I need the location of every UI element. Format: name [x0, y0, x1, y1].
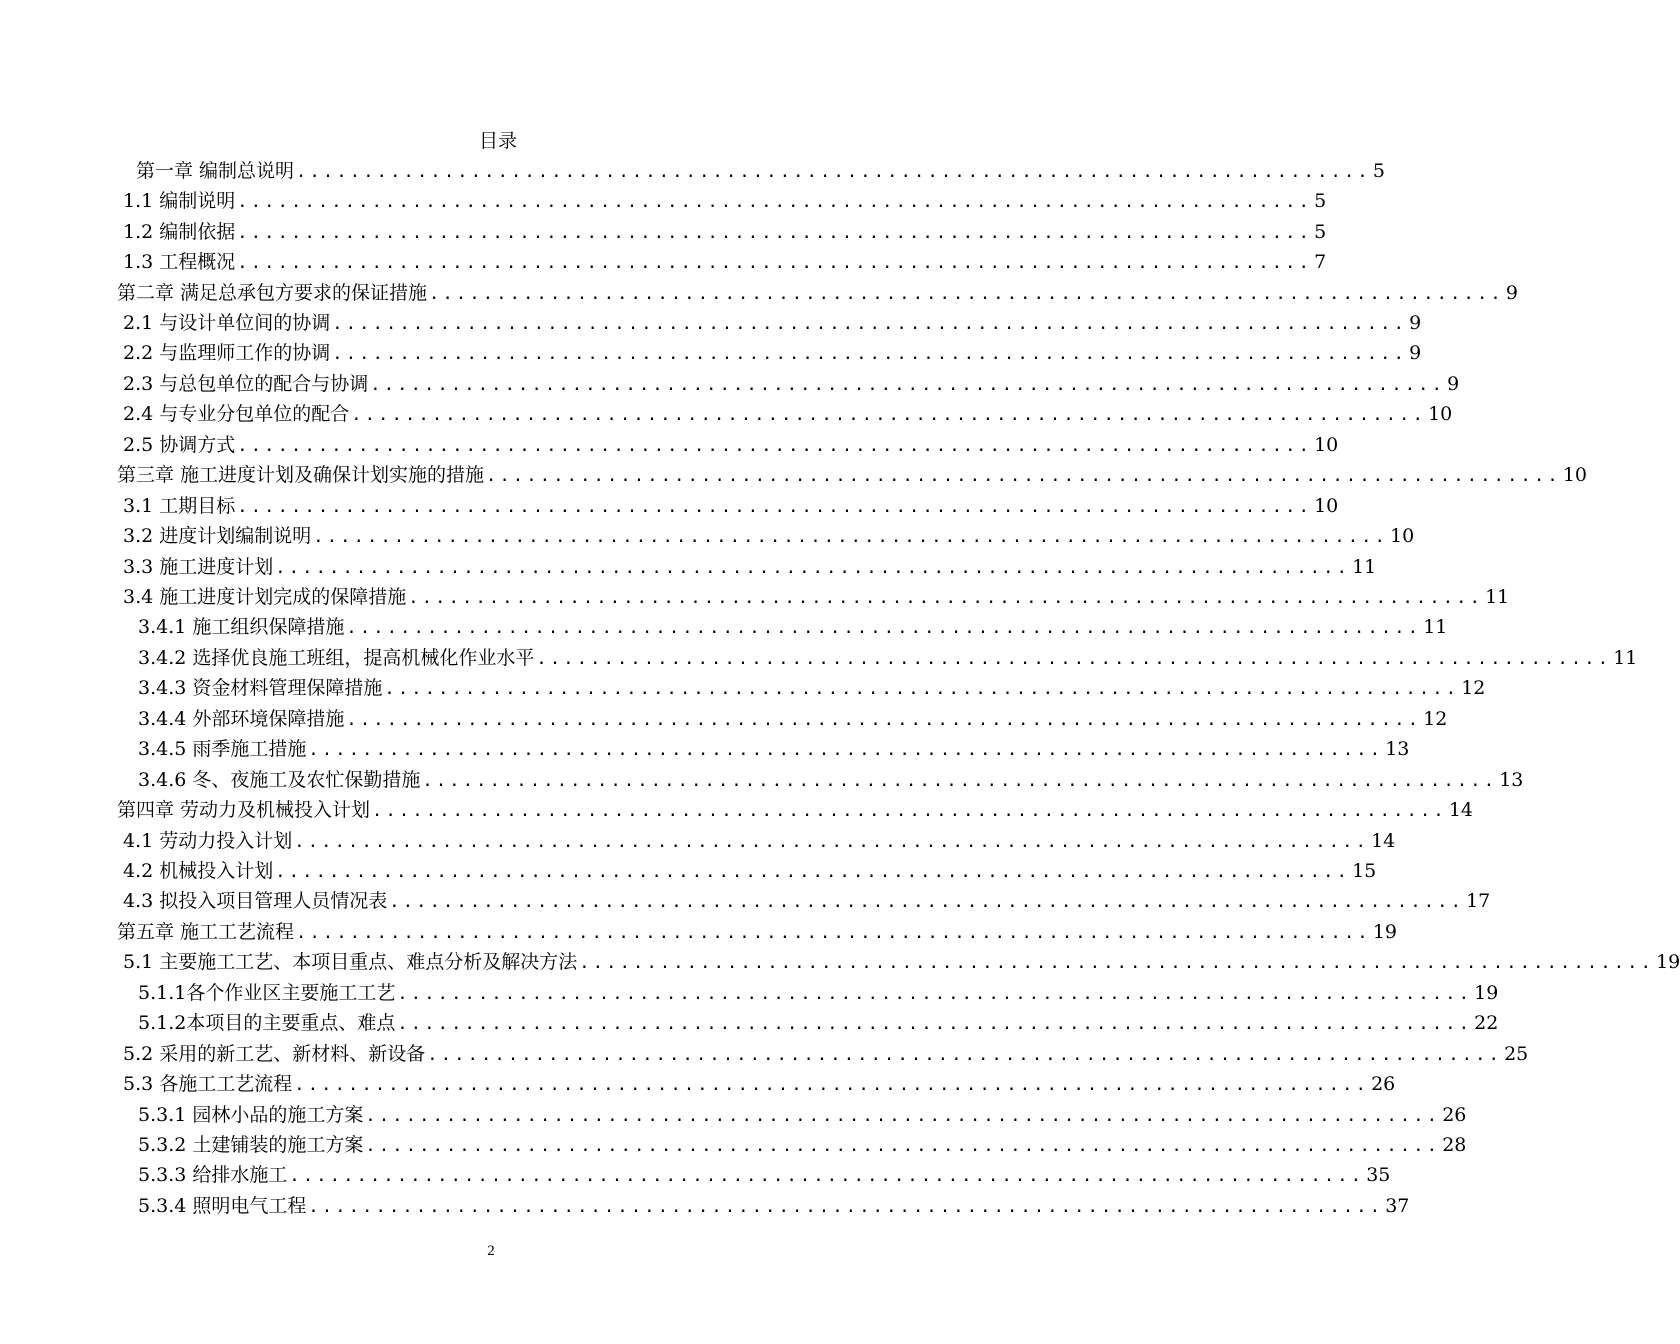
- dot-leader: ................................................................................: [289, 1166, 1365, 1186]
- toc-entry-label: 5.3 各施工工艺流程: [123, 1073, 293, 1095]
- toc-entry-label: 1.3 工程概况: [123, 251, 236, 273]
- toc-entry-page: 9: [1409, 312, 1422, 334]
- dot-leader: ................................................................................: [486, 466, 1561, 486]
- toc-entry-label: 1.2 编制依据: [123, 221, 236, 243]
- toc-entry-label: 2.3 与总包单位的配合与协调: [123, 373, 369, 395]
- toc-entry-page: 11: [1613, 647, 1638, 669]
- dot-leader: ................................................................................: [237, 436, 1313, 456]
- toc-entry[interactable]: [138, 1160, 1391, 1190]
- toc-entry[interactable]: [117, 795, 1474, 825]
- toc-entry[interactable]: [123, 1039, 1529, 1069]
- toc-entry-page: 13: [1385, 738, 1410, 760]
- toc-entry-page: 14: [1371, 830, 1396, 852]
- dot-leader: ................................................................................: [579, 953, 1655, 973]
- toc-entry-page: 37: [1385, 1195, 1410, 1217]
- toc-entry-page: 9: [1409, 342, 1422, 364]
- toc-entry-page: 7: [1314, 251, 1327, 273]
- dot-leader: ................................................................................: [332, 344, 1408, 364]
- toc-entry-label: 2.5 协调方式: [123, 434, 236, 456]
- toc-title: 目录: [478, 130, 517, 152]
- toc-entry-label: 3.4.4 外部环境保障措施: [138, 708, 345, 730]
- toc-entry-page: 13: [1499, 769, 1524, 791]
- dot-leader: ................................................................................: [237, 253, 1313, 273]
- toc-entry-label: 4.2 机械投入计划: [123, 860, 274, 882]
- toc-entry-page: 12: [1423, 708, 1448, 730]
- dot-leader: ................................................................................: [308, 740, 1384, 760]
- dot-leader: ................................................................................: [296, 923, 1371, 943]
- toc-entry-label: 3.4.3 资金材料管理保障措施: [138, 677, 383, 699]
- dot-leader: ................................................................................: [275, 862, 1351, 882]
- dot-leader: ................................................................................: [296, 162, 1371, 182]
- toc-entry[interactable]: [138, 765, 1524, 795]
- toc-entry-label: 4.1 劳动力投入计划: [123, 830, 293, 852]
- toc-entry-label: 第三章 施工进度计划及确保计划实施的措施: [117, 464, 485, 486]
- toc-entry[interactable]: [123, 947, 1680, 977]
- dot-leader: ................................................................................: [275, 558, 1351, 578]
- toc-entry-page: 5: [1314, 190, 1327, 212]
- toc-entry-label: 1.1 编制说明: [123, 190, 236, 212]
- toc-entry-page: 10: [1314, 495, 1339, 517]
- toc-entry-page: 28: [1442, 1134, 1467, 1156]
- toc-entry[interactable]: [123, 338, 1422, 368]
- toc-entry-label: 第二章 满足总承包方要求的保证措施: [117, 282, 428, 304]
- dot-leader: ................................................................................: [294, 832, 1370, 852]
- toc-entry-label: 3.2 进度计划编制说明: [123, 525, 312, 547]
- dot-leader: ................................................................................: [429, 284, 1504, 304]
- toc-entry[interactable]: [138, 673, 1486, 703]
- toc-entry[interactable]: [123, 886, 1491, 916]
- toc-entry-page: 19: [1656, 951, 1680, 973]
- toc-entry-page: 19: [1474, 982, 1499, 1004]
- toc-entry[interactable]: [138, 1191, 1410, 1221]
- toc-entry[interactable]: [138, 1008, 1499, 1038]
- toc-entry[interactable]: [117, 278, 1518, 308]
- toc-entry[interactable]: [123, 856, 1377, 886]
- dot-leader: ................................................................................: [389, 892, 1465, 912]
- toc-entry-page: 10: [1314, 434, 1339, 456]
- toc-entry[interactable]: [138, 734, 1410, 764]
- toc-entry[interactable]: [138, 612, 1448, 642]
- toc-entry-page: 17: [1466, 890, 1491, 912]
- toc-entry-page: 35: [1366, 1164, 1391, 1186]
- dot-leader: ................................................................................: [294, 1075, 1370, 1095]
- toc-entry[interactable]: [123, 369, 1460, 399]
- dot-leader: ................................................................................: [427, 1045, 1503, 1065]
- dot-leader: ................................................................................: [365, 1136, 1441, 1156]
- toc-entry-label: 第五章 施工工艺流程: [117, 921, 295, 943]
- toc-entry[interactable]: [123, 399, 1453, 429]
- toc-entry-label: 2.1 与设计单位间的协调: [123, 312, 331, 334]
- toc-entry[interactable]: [123, 430, 1339, 460]
- toc-entry[interactable]: [138, 704, 1448, 734]
- toc-entry-label: 2.4 与专业分包单位的配合: [123, 403, 350, 425]
- toc-entry-page: 9: [1505, 282, 1518, 304]
- dot-leader: ................................................................................: [422, 771, 1498, 791]
- dot-leader: ................................................................................: [397, 1014, 1473, 1034]
- dot-leader: ................................................................................: [536, 649, 1612, 669]
- toc-entry-page: 12: [1461, 677, 1486, 699]
- toc-entry-label: 3.4.5 雨季施工措施: [138, 738, 307, 760]
- toc-entry[interactable]: [136, 156, 1385, 186]
- toc-entry-page: 26: [1371, 1073, 1396, 1095]
- toc-entry-page: 19: [1372, 921, 1398, 943]
- toc-entry-page: 10: [1428, 403, 1453, 425]
- toc-entry[interactable]: [123, 552, 1377, 582]
- toc-entry-label: 5.2 采用的新工艺、新材料、新设备: [123, 1043, 426, 1065]
- toc-entry-label: 5.1 主要施工工艺、本项目重点、难点分析及解决方法: [123, 951, 578, 973]
- page-number: 2: [487, 1243, 495, 1259]
- toc-entry-page: 11: [1352, 556, 1377, 578]
- dot-leader: ................................................................................: [384, 679, 1460, 699]
- toc-entry-label: 5.1.1各个作业区主要施工工艺: [138, 982, 396, 1004]
- toc-entry[interactable]: [138, 978, 1499, 1008]
- toc-entry-page: 11: [1485, 586, 1510, 608]
- toc-entry[interactable]: [117, 917, 1398, 947]
- dot-leader: ................................................................................: [237, 192, 1313, 212]
- toc-entry-page: 9: [1447, 373, 1460, 395]
- dot-leader: ................................................................................: [313, 527, 1389, 547]
- toc-entry-page: 22: [1474, 1012, 1499, 1034]
- dot-leader: ................................................................................: [408, 588, 1484, 608]
- toc-entry-label: 5.3.4 照明电气工程: [138, 1195, 307, 1217]
- dot-leader: ................................................................................: [365, 1106, 1441, 1126]
- toc-entry-label: 5.3.2 土建铺装的施工方案: [138, 1134, 364, 1156]
- dot-leader: ................................................................................: [346, 618, 1422, 638]
- toc-entry-label: 3.1 工期目标: [123, 495, 236, 517]
- toc-entry[interactable]: [123, 491, 1339, 521]
- toc-entry-page: 10: [1390, 525, 1415, 547]
- toc-entry-page: 26: [1442, 1104, 1467, 1126]
- dot-leader: ................................................................................: [308, 1197, 1384, 1217]
- toc-entry[interactable]: [123, 1069, 1396, 1099]
- toc-entry[interactable]: [123, 521, 1415, 551]
- toc-entry[interactable]: [123, 308, 1422, 338]
- toc-entry-page: 5: [1372, 160, 1385, 182]
- toc-entry-page: 5: [1314, 221, 1327, 243]
- toc-entry[interactable]: [123, 217, 1327, 247]
- toc-entry[interactable]: [138, 1130, 1467, 1160]
- dot-leader: ................................................................................: [351, 405, 1427, 425]
- toc-entry-label: 3.4 施工进度计划完成的保障措施: [123, 586, 407, 608]
- toc-entry[interactable]: [123, 247, 1327, 277]
- dot-leader: ................................................................................: [332, 314, 1408, 334]
- toc-entry-page: 25: [1504, 1043, 1529, 1065]
- toc-entry-label: 第四章 劳动力及机械投入计划: [117, 799, 371, 821]
- toc-entry[interactable]: [138, 643, 1638, 673]
- toc-entry-label: 5.3.3 给排水施工: [138, 1164, 288, 1186]
- toc-entry[interactable]: [123, 582, 1510, 612]
- dot-leader: ................................................................................: [237, 497, 1313, 517]
- toc-entry-label: 5.1.2本项目的主要重点、难点: [138, 1012, 396, 1034]
- toc-entry-label: 2.2 与监理师工作的协调: [123, 342, 331, 364]
- toc-entry-page: 14: [1448, 799, 1474, 821]
- dot-leader: ................................................................................: [346, 710, 1422, 730]
- dot-leader: ................................................................................: [237, 223, 1313, 243]
- toc-entry[interactable]: [117, 460, 1588, 490]
- toc-entry[interactable]: [123, 826, 1396, 856]
- toc-entry-label: 3.4.6 冬、夜施工及农忙保勤措施: [138, 769, 421, 791]
- toc-entry-label: 第一章 编制总说明: [136, 160, 295, 182]
- toc-entry-label: 4.3 拟投入项目管理人员情况表: [123, 890, 388, 912]
- toc-entry-page: 11: [1423, 616, 1448, 638]
- toc-entry-label: 3.4.1 施工组织保障措施: [138, 616, 345, 638]
- dot-leader: ................................................................................: [370, 375, 1446, 395]
- toc-entry-page: 15: [1352, 860, 1377, 882]
- dot-leader: ................................................................................: [372, 801, 1447, 821]
- toc-entry-page: 10: [1562, 464, 1588, 486]
- toc-entry-label: 3.3 施工进度计划: [123, 556, 274, 578]
- toc-entry[interactable]: [138, 1100, 1467, 1130]
- dot-leader: ................................................................................: [397, 984, 1473, 1004]
- toc-entry[interactable]: [123, 186, 1327, 216]
- toc-entry-label: 5.3.1 园林小品的施工方案: [138, 1104, 364, 1126]
- toc-entry-label: 3.4.2 选择优良施工班组，提高机械化作业水平: [138, 647, 535, 669]
